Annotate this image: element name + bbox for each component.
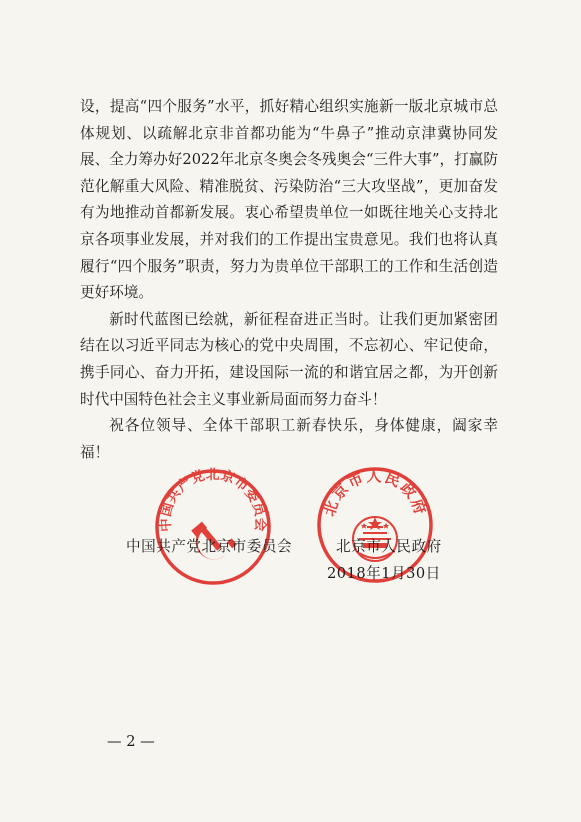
party-seal-text: 中国共产党北京市委员会 xyxy=(157,467,269,533)
paragraph-closing: 新时代蓝图已绘就，新征程奋进正当时。让我们更加紧密团结在以习近平同志为核心的党中央周围，不忘初心、牢记使命，携手同心、奋力开拓，建设国际一流的和谐宜居之都，为开创新时代中国特色社会主义事业新局面而努力奋斗！ xyxy=(80,310,498,408)
letter-body xyxy=(80,94,498,466)
paragraph-greeting: 祝各位领导、全体干部职工新春快乐，身体健康，阖家幸福！ xyxy=(80,417,498,461)
document-date: 2018年1月30日 xyxy=(327,565,441,582)
paragraph-continuation: 设，提高“四个服务”水平，抓好精心组织实施新一版北京城市总体规划、以疏解北京非首都功能为“牛鼻子”推动京津冀协同发展、全力筹办好2022年北京冬奥会冬残奥会“三件大事”，打赢防范化解重大风险、精准脱贫、污染防治“三大攻坚战”，更加奋发有为地推动首都新发展。衷心希望贵单位一如既往地关心支持北京各项事业发展，并对我们的工作提出宝贵意见。我们也将认真履行“四个服务”职责，努力为贵单位干部职工的工作和生活创造更好环境。 xyxy=(80,98,498,302)
signature-party-committee: 中国共产党北京市委员会 xyxy=(126,538,293,555)
page-number: — 2 — xyxy=(107,733,155,750)
party-committee-seal-icon xyxy=(153,467,273,587)
signature-municipal-government: 北京市人民政府 xyxy=(336,538,442,555)
government-seal-text: 北京市人民政府 xyxy=(320,466,430,519)
